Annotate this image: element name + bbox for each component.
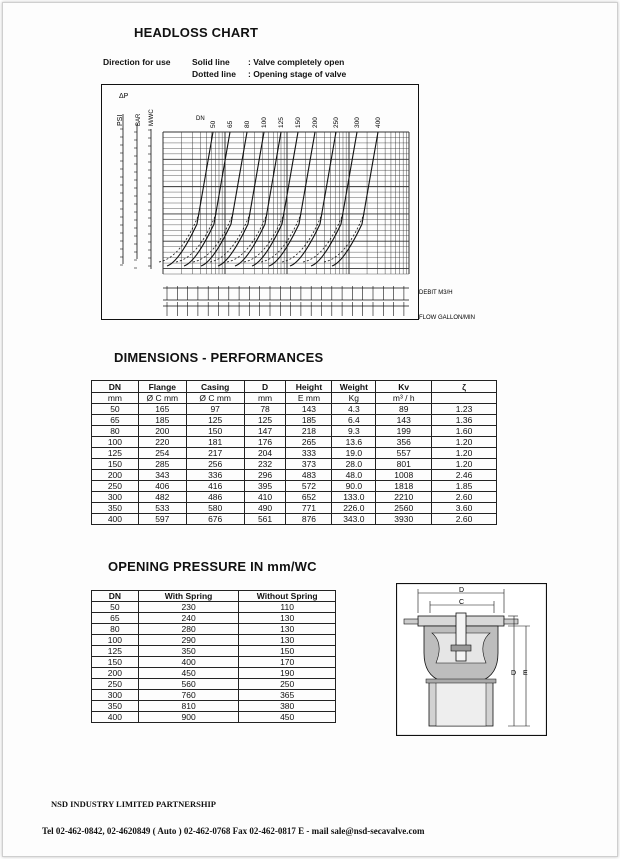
table-cell: 199	[376, 426, 432, 437]
table-cell: 2560	[376, 503, 432, 514]
table-cell: 50	[92, 404, 139, 415]
dn-label: DN	[196, 116, 205, 122]
table-cell: 490	[244, 503, 286, 514]
dimensions-subheader-row	[92, 393, 497, 404]
table-cell: 125	[92, 448, 139, 459]
contact-info: Tel 02-462-0842, 02-4620849 ( Auto ) 02-462-0768 Fax 02-462-0817 E - mail sale@nsd-secavalve.com	[42, 826, 425, 836]
dn-curve-label: 300	[354, 117, 361, 128]
table-cell: 652	[286, 492, 332, 503]
table-cell: 130	[239, 635, 336, 646]
table-cell: 1.20	[432, 448, 497, 459]
table-row	[92, 679, 336, 690]
headloss-curve	[184, 132, 230, 266]
table-cell: 256	[186, 459, 244, 470]
dimensions-title: DIMENSIONS - PERFORMANCES	[114, 350, 324, 365]
subheader-casing: Ø C mm	[186, 393, 244, 404]
table-cell: 2.46	[432, 470, 497, 481]
table-cell: 4.3	[332, 404, 376, 415]
table-cell: 300	[92, 690, 139, 701]
table-row	[92, 635, 336, 646]
opening-title: OPENING PRESSURE IN mm/WC	[108, 559, 317, 574]
table-cell: 100	[92, 437, 139, 448]
table-cell: 483	[286, 470, 332, 481]
header-with-spring: With Spring	[138, 591, 239, 602]
table-cell: 1.23	[432, 404, 497, 415]
table-row	[92, 415, 497, 426]
table-cell: 450	[239, 712, 336, 723]
table-cell: 350	[92, 701, 139, 712]
dn-curve-label: 400	[375, 117, 382, 128]
table-cell: 250	[92, 481, 139, 492]
dn-curve-label: 50	[210, 120, 217, 128]
table-cell: 80	[92, 624, 139, 635]
table-row	[92, 514, 497, 525]
valve-drawing	[396, 583, 547, 736]
headloss-curve	[235, 132, 281, 266]
headloss-chart	[101, 84, 511, 330]
subheader-flange: Ø C mm	[138, 393, 186, 404]
label-d-top: D	[459, 587, 465, 594]
table-row	[92, 492, 497, 503]
headloss-curve	[252, 132, 298, 266]
table-cell: 810	[138, 701, 239, 712]
table-row	[92, 448, 497, 459]
table-cell: 1818	[376, 481, 432, 492]
header-flange: Flange	[138, 381, 186, 393]
subheader-d: mm	[244, 393, 286, 404]
table-cell: 185	[138, 415, 186, 426]
table-cell: 240	[138, 613, 239, 624]
table-cell: 232	[244, 459, 286, 470]
table-cell: 1.20	[432, 437, 497, 448]
table-cell: 133.0	[332, 492, 376, 503]
direction-label: Direction for use	[103, 57, 171, 67]
table-cell: 343	[138, 470, 186, 481]
table-cell: 90.0	[332, 481, 376, 492]
table-cell: 250	[239, 679, 336, 690]
subheader-weight: Kg	[332, 393, 376, 404]
company-name: NSD INDUSTRY LIMITED PARTNERSHIP	[51, 799, 216, 809]
label-c-top: C	[459, 599, 465, 606]
dn-curve-label: 100	[261, 117, 268, 128]
table-cell: 181	[186, 437, 244, 448]
table-row	[92, 712, 336, 723]
table-cell: 300	[92, 492, 139, 503]
dn-curve-label: 150	[295, 117, 302, 128]
table-cell: 580	[186, 503, 244, 514]
table-cell: 65	[92, 613, 139, 624]
dn-curve-label: 250	[333, 117, 340, 128]
table-cell: 13.6	[332, 437, 376, 448]
table-cell: 150	[92, 459, 139, 470]
table-row	[92, 690, 336, 701]
table-cell: 1.36	[432, 415, 497, 426]
header-zeta: ζ	[432, 381, 497, 393]
table-cell: 150	[92, 657, 139, 668]
table-cell: 373	[286, 459, 332, 470]
table-cell: 226.0	[332, 503, 376, 514]
table-cell: 557	[376, 448, 432, 459]
subheader-dn: mm	[92, 393, 139, 404]
opening-header-row	[92, 591, 336, 602]
table-cell: 218	[286, 426, 332, 437]
table-cell: 400	[138, 657, 239, 668]
opening-body	[92, 602, 336, 723]
table-row	[92, 426, 497, 437]
table-cell: 130	[239, 613, 336, 624]
header-height: Height	[286, 381, 332, 393]
table-cell: 2210	[376, 492, 432, 503]
table-cell: 250	[92, 679, 139, 690]
opening-pressure-table	[91, 590, 336, 723]
table-cell: 165	[138, 404, 186, 415]
solid-line-desc: : Valve completely open	[248, 57, 345, 67]
table-cell: 220	[138, 437, 186, 448]
table-cell: 350	[92, 503, 139, 514]
dotted-line-desc: : Opening stage of valve	[248, 69, 347, 79]
table-cell: 80	[92, 426, 139, 437]
table-cell: 143	[286, 404, 332, 415]
headloss-title: HEADLOSS CHART	[134, 25, 259, 40]
label-e-side: E	[523, 670, 528, 677]
header-casing: Casing	[186, 381, 244, 393]
table-cell: 130	[239, 624, 336, 635]
table-cell: 9.3	[332, 426, 376, 437]
table-cell: 333	[286, 448, 332, 459]
headloss-curve	[332, 132, 378, 266]
table-cell: 48.0	[332, 470, 376, 481]
table-cell: 1.60	[432, 426, 497, 437]
psi-axis-label: PSI	[117, 114, 124, 126]
table-cell: 200	[92, 470, 139, 481]
table-cell: 217	[186, 448, 244, 459]
table-cell: 147	[244, 426, 286, 437]
table-cell: 97	[186, 404, 244, 415]
table-cell: 6.4	[332, 415, 376, 426]
table-cell: 285	[138, 459, 186, 470]
table-cell: 572	[286, 481, 332, 492]
table-cell: 486	[186, 492, 244, 503]
table-row	[92, 470, 497, 481]
table-cell: 78	[244, 404, 286, 415]
dn-curve-label: 200	[312, 117, 319, 128]
mwc-axis-label: M/WC	[149, 109, 155, 126]
headloss-curve	[167, 132, 213, 266]
subheader-zeta	[432, 393, 497, 404]
table-row	[92, 404, 497, 415]
table-cell: 170	[239, 657, 336, 668]
table-cell: 2.60	[432, 492, 497, 503]
label-d-side: D	[511, 670, 517, 677]
table-cell: 450	[138, 668, 239, 679]
header-dn: DN	[92, 381, 139, 393]
subheader-kv: m³ / h	[376, 393, 432, 404]
table-row	[92, 657, 336, 668]
table-cell: 3930	[376, 514, 432, 525]
table-cell: 230	[138, 602, 239, 613]
table-cell: 900	[138, 712, 239, 723]
table-cell: 561	[244, 514, 286, 525]
table-row	[92, 701, 336, 712]
dn-curve-label: 125	[278, 117, 285, 128]
header-d: D	[244, 381, 286, 393]
subheader-height: E mm	[286, 393, 332, 404]
table-cell: 1008	[376, 470, 432, 481]
dn-curve-label: 80	[244, 120, 251, 128]
table-cell: 400	[92, 712, 139, 723]
dimensions-table	[91, 380, 497, 525]
table-cell: 280	[138, 624, 239, 635]
dimensions-header-row	[92, 381, 497, 393]
table-cell: 296	[244, 470, 286, 481]
table-cell: 560	[138, 679, 239, 690]
table-cell: 395	[244, 481, 286, 492]
table-row	[92, 503, 497, 514]
table-cell: 185	[286, 415, 332, 426]
solid-line-label: Solid line	[192, 57, 230, 67]
headloss-curve	[201, 132, 247, 266]
table-row	[92, 437, 497, 448]
header-weight: Weight	[332, 381, 376, 393]
table-row	[92, 624, 336, 635]
table-cell: 356	[376, 437, 432, 448]
table-cell: 365	[239, 690, 336, 701]
table-cell: 265	[286, 437, 332, 448]
table-cell: 771	[286, 503, 332, 514]
table-cell: 150	[186, 426, 244, 437]
header-without-spring: Without Spring	[239, 591, 336, 602]
table-cell: 350	[138, 646, 239, 657]
flow-axis-gpm: FLOW GALLON/MIN	[419, 315, 476, 321]
dimensions-body	[92, 404, 497, 525]
table-row	[92, 668, 336, 679]
table-row	[92, 602, 336, 613]
table-cell: 254	[138, 448, 186, 459]
table-cell: 400	[92, 514, 139, 525]
table-cell: 50	[92, 602, 139, 613]
table-cell: 876	[286, 514, 332, 525]
table-cell: 482	[138, 492, 186, 503]
table-cell: 597	[138, 514, 186, 525]
table-cell: 200	[92, 668, 139, 679]
table-cell: 89	[376, 404, 432, 415]
bar-axis-label: BAR	[136, 113, 142, 126]
table-cell: 176	[244, 437, 286, 448]
table-cell: 143	[376, 415, 432, 426]
table-cell: 1.85	[432, 481, 497, 492]
table-cell: 125	[186, 415, 244, 426]
table-cell: 416	[186, 481, 244, 492]
table-cell: 125	[244, 415, 286, 426]
table-row	[92, 481, 497, 492]
table-cell: 676	[186, 514, 244, 525]
table-cell: 204	[244, 448, 286, 459]
dotted-line-label: Dotted line	[192, 69, 236, 79]
delta-p-label: ΔP	[119, 93, 129, 100]
table-cell: 533	[138, 503, 186, 514]
table-cell: 65	[92, 415, 139, 426]
table-cell: 200	[138, 426, 186, 437]
table-row	[92, 613, 336, 624]
dn-curve-label: 65	[227, 120, 234, 128]
table-cell: 19.0	[332, 448, 376, 459]
table-row	[92, 459, 497, 470]
table-cell: 760	[138, 690, 239, 701]
table-cell: 290	[138, 635, 239, 646]
table-cell: 190	[239, 668, 336, 679]
table-cell: 801	[376, 459, 432, 470]
table-cell: 125	[92, 646, 139, 657]
table-cell: 100	[92, 635, 139, 646]
table-cell: 410	[244, 492, 286, 503]
flow-axis-m3h: DEBIT M3/H	[419, 290, 453, 296]
table-cell: 336	[186, 470, 244, 481]
table-cell: 3.60	[432, 503, 497, 514]
table-cell: 1.20	[432, 459, 497, 470]
table-cell: 343.0	[332, 514, 376, 525]
table-cell: 28.0	[332, 459, 376, 470]
table-cell: 110	[239, 602, 336, 613]
table-cell: 406	[138, 481, 186, 492]
header-dn: DN	[92, 591, 139, 602]
table-cell: 380	[239, 701, 336, 712]
header-kv: Kv	[376, 381, 432, 393]
table-cell: 2.60	[432, 514, 497, 525]
table-cell: 150	[239, 646, 336, 657]
table-row	[92, 646, 336, 657]
